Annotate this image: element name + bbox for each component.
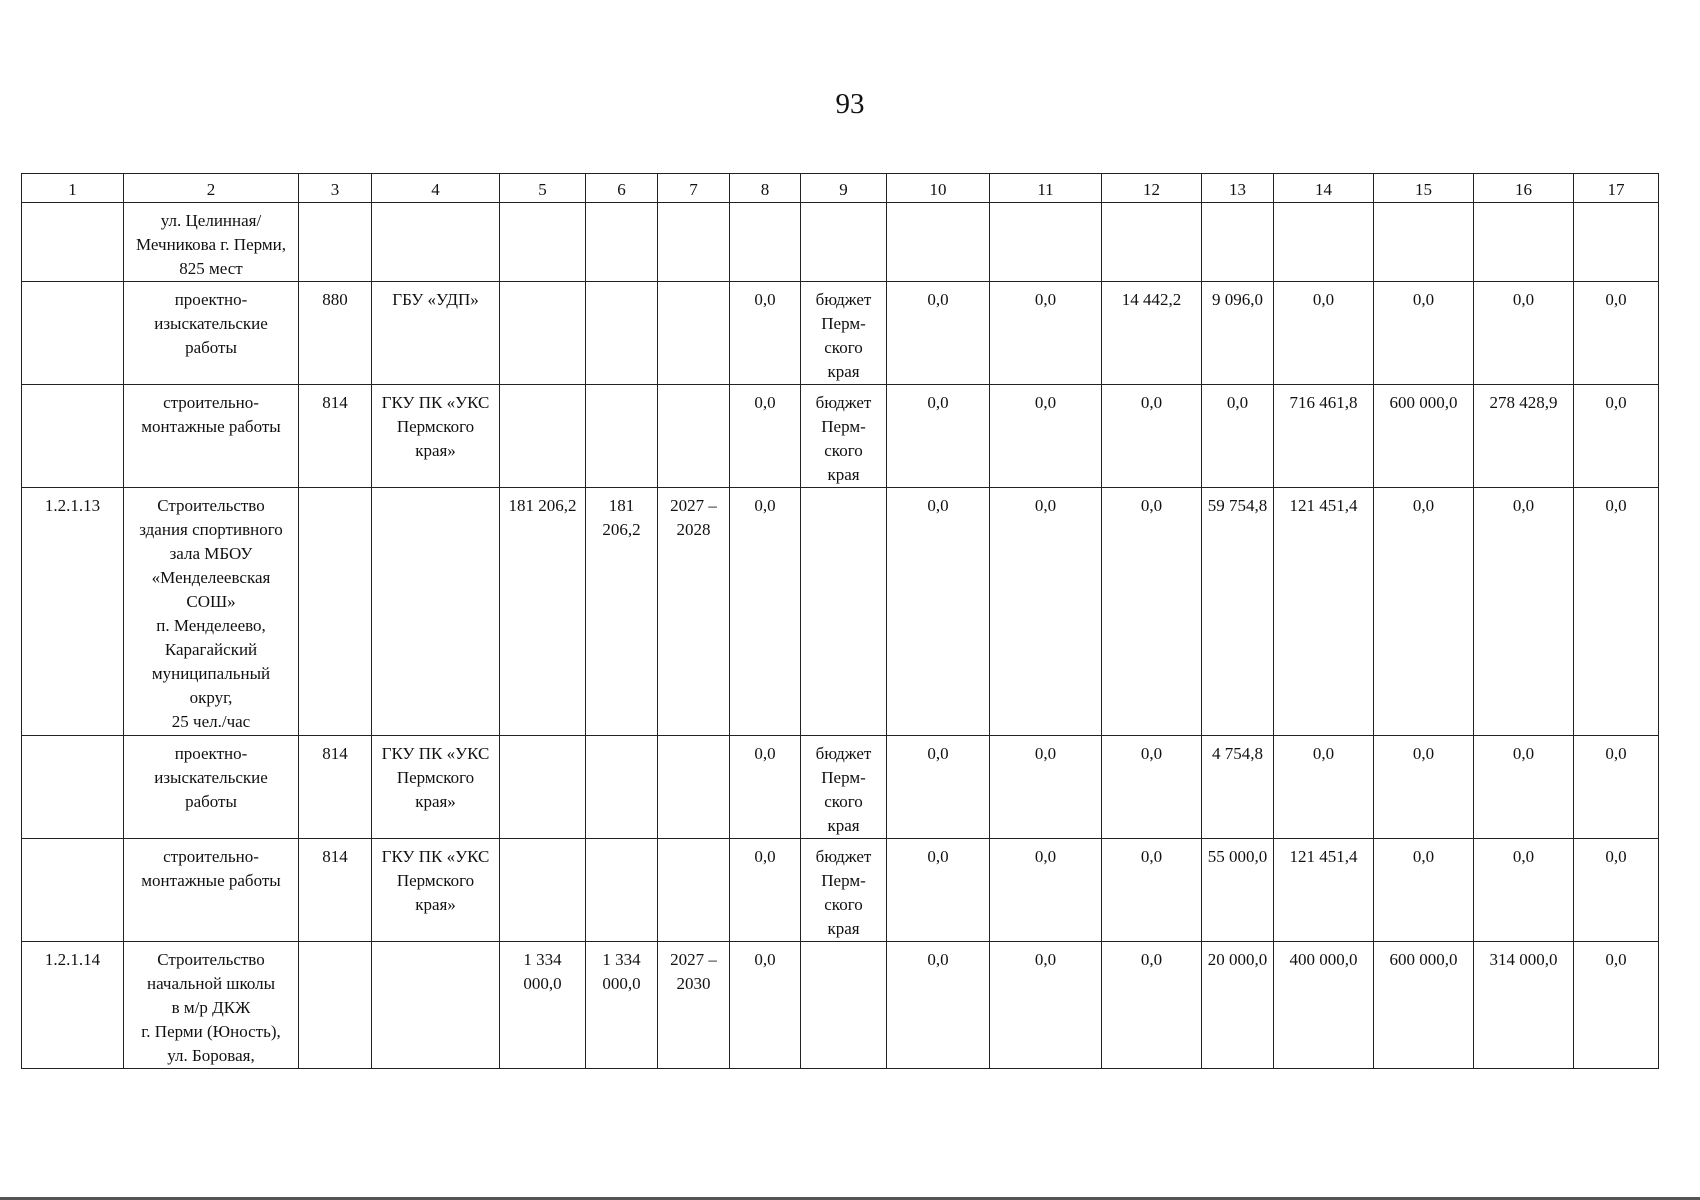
table-cell: 0,0 <box>1274 282 1374 385</box>
table-cell <box>500 736 586 839</box>
table-cell <box>22 736 124 839</box>
table-cell <box>990 203 1102 282</box>
column-header: 9 <box>801 174 887 203</box>
table-cell: 0,0 <box>887 385 990 488</box>
table-cell: ГКУ ПК «УКС Пермского края» <box>372 839 500 942</box>
column-header: 7 <box>658 174 730 203</box>
table-cell: 0,0 <box>887 942 990 1069</box>
table-cell: 0,0 <box>990 488 1102 736</box>
column-header: 6 <box>586 174 658 203</box>
table-cell: 0,0 <box>990 736 1102 839</box>
table-cell <box>372 942 500 1069</box>
table-cell: 0,0 <box>1574 942 1659 1069</box>
table-row <box>22 385 1659 488</box>
table-cell <box>658 203 730 282</box>
table-cell: 0,0 <box>730 839 801 942</box>
table-cell <box>1574 203 1659 282</box>
table-cell: 181 206,2 <box>500 488 586 736</box>
table-cell: 20 000,0 <box>1202 942 1274 1069</box>
table-cell <box>500 282 586 385</box>
column-header: 1 <box>22 174 124 203</box>
table-cell <box>1374 203 1474 282</box>
table-cell <box>658 282 730 385</box>
table-cell: 2027 – 2028 <box>658 488 730 736</box>
table-cell <box>801 942 887 1069</box>
table-cell: 0,0 <box>730 385 801 488</box>
table-cell: 1.2.1.13 <box>22 488 124 736</box>
table-cell: 278 428,9 <box>1474 385 1574 488</box>
table-cell: 314 000,0 <box>1474 942 1574 1069</box>
table-cell: 2027 – 2030 <box>658 942 730 1069</box>
table-row <box>22 203 1659 282</box>
table-cell: 0,0 <box>1574 488 1659 736</box>
column-header: 12 <box>1102 174 1202 203</box>
column-header: 11 <box>990 174 1102 203</box>
table-cell <box>22 385 124 488</box>
table-cell <box>586 203 658 282</box>
table-cell: 14 442,2 <box>1102 282 1202 385</box>
table-cell <box>1474 203 1574 282</box>
table-cell <box>299 488 372 736</box>
page-number: 93 <box>835 88 865 120</box>
table-cell: 0,0 <box>730 488 801 736</box>
table-cell <box>1274 203 1374 282</box>
table-cell: 55 000,0 <box>1202 839 1274 942</box>
table-cell: 0,0 <box>990 942 1102 1069</box>
table-cell: 0,0 <box>887 736 990 839</box>
table-cell: 0,0 <box>1474 839 1574 942</box>
table-cell: 600 000,0 <box>1374 385 1474 488</box>
table-row <box>22 736 1659 839</box>
table-cell <box>586 736 658 839</box>
table-cell: бюджет Перм- ского края <box>801 385 887 488</box>
table-cell: 814 <box>299 839 372 942</box>
table-cell: 59 754,8 <box>1202 488 1274 736</box>
table-cell: 0,0 <box>730 942 801 1069</box>
table-cell: 0,0 <box>1474 282 1574 385</box>
column-header: 14 <box>1274 174 1374 203</box>
table-cell <box>299 203 372 282</box>
table-cell <box>730 203 801 282</box>
column-header: 15 <box>1374 174 1474 203</box>
column-header: 16 <box>1474 174 1574 203</box>
table-cell <box>586 282 658 385</box>
table-cell: 1 334 000,0 <box>500 942 586 1069</box>
table-row <box>22 282 1659 385</box>
table-cell: 0,0 <box>1474 736 1574 839</box>
table-cell <box>372 203 500 282</box>
table-cell: проектно- изыскательские работы <box>124 282 299 385</box>
table-cell: Строительство начальной школы в м/р ДКЖ г. Перми (Юность), ул. Боровая, <box>124 942 299 1069</box>
table-cell <box>22 203 124 282</box>
table-cell <box>658 385 730 488</box>
table-cell: 0,0 <box>887 282 990 385</box>
table-cell: 0,0 <box>1374 488 1474 736</box>
table-cell <box>500 203 586 282</box>
column-header: 13 <box>1202 174 1274 203</box>
table-cell <box>586 839 658 942</box>
table-cell: Строительство здания спортивного зала МБОУ «Менделеевская СОШ» п. Менделеево, Карагайский муниципальный округ, 25 чел./час <box>124 488 299 736</box>
table-cell: 0,0 <box>1574 839 1659 942</box>
table-cell: ГКУ ПК «УКС Пермского края» <box>372 736 500 839</box>
table-cell: 181 206,2 <box>586 488 658 736</box>
table-cell <box>586 385 658 488</box>
table-cell <box>801 488 887 736</box>
table-cell: 716 461,8 <box>1274 385 1374 488</box>
table-cell: 1.2.1.14 <box>22 942 124 1069</box>
table-cell: 0,0 <box>990 282 1102 385</box>
table-cell: 0,0 <box>1102 839 1202 942</box>
table-cell: 0,0 <box>1274 736 1374 839</box>
table-cell <box>1202 203 1274 282</box>
table-cell: 600 000,0 <box>1374 942 1474 1069</box>
table-cell: 0,0 <box>1474 488 1574 736</box>
table-cell: 0,0 <box>1102 385 1202 488</box>
table-cell: строительно- монтажные работы <box>124 839 299 942</box>
table-cell: 0,0 <box>1374 839 1474 942</box>
table-cell: бюджет Перм- ского края <box>801 839 887 942</box>
header-row <box>22 174 1659 203</box>
table-cell: 0,0 <box>990 385 1102 488</box>
table-cell: ул. Целинная/ Мечникова г. Перми, 825 мест <box>124 203 299 282</box>
column-header: 2 <box>124 174 299 203</box>
table-cell: 1 334 000,0 <box>586 942 658 1069</box>
table-cell: 9 096,0 <box>1202 282 1274 385</box>
table-cell: 0,0 <box>730 282 801 385</box>
table-cell: 0,0 <box>1102 488 1202 736</box>
table-cell: 0,0 <box>1102 736 1202 839</box>
table-cell <box>887 203 990 282</box>
table-cell: 0,0 <box>1574 282 1659 385</box>
table-cell: 0,0 <box>1374 282 1474 385</box>
table-cell: 814 <box>299 736 372 839</box>
table-cell: 121 451,4 <box>1274 488 1374 736</box>
table-cell: 121 451,4 <box>1274 839 1374 942</box>
column-header: 10 <box>887 174 990 203</box>
table-row <box>22 942 1659 1069</box>
table-cell: ГБУ «УДП» <box>372 282 500 385</box>
table-cell: 0,0 <box>1102 942 1202 1069</box>
table-cell: 814 <box>299 385 372 488</box>
table-cell: 0,0 <box>1202 385 1274 488</box>
table-cell: строительно- монтажные работы <box>124 385 299 488</box>
table-cell <box>22 282 124 385</box>
table-cell: 0,0 <box>1574 385 1659 488</box>
column-header: 4 <box>372 174 500 203</box>
table-cell <box>658 839 730 942</box>
table-cell: 4 754,8 <box>1202 736 1274 839</box>
table-cell: 400 000,0 <box>1274 942 1374 1069</box>
budget-table <box>21 173 1659 1069</box>
table-cell: бюджет Перм- ского края <box>801 736 887 839</box>
table-cell <box>658 736 730 839</box>
table-cell: 880 <box>299 282 372 385</box>
table-cell: 0,0 <box>887 839 990 942</box>
table-cell: бюджет Перм- ского края <box>801 282 887 385</box>
column-header: 3 <box>299 174 372 203</box>
table-cell: 0,0 <box>1374 736 1474 839</box>
table-cell <box>22 839 124 942</box>
table-cell: 0,0 <box>1574 736 1659 839</box>
table-row <box>22 839 1659 942</box>
column-header: 17 <box>1574 174 1659 203</box>
table-cell <box>299 942 372 1069</box>
table-cell: 0,0 <box>887 488 990 736</box>
table-cell <box>500 839 586 942</box>
table-cell: ГКУ ПК «УКС Пермского края» <box>372 385 500 488</box>
table-cell: 0,0 <box>730 736 801 839</box>
table-cell <box>1102 203 1202 282</box>
column-header: 8 <box>730 174 801 203</box>
table-cell <box>500 385 586 488</box>
table-cell: 0,0 <box>990 839 1102 942</box>
table-cell <box>372 488 500 736</box>
table-cell <box>801 203 887 282</box>
column-header: 5 <box>500 174 586 203</box>
table-row <box>22 488 1659 736</box>
table-cell: проектно- изыскательские работы <box>124 736 299 839</box>
